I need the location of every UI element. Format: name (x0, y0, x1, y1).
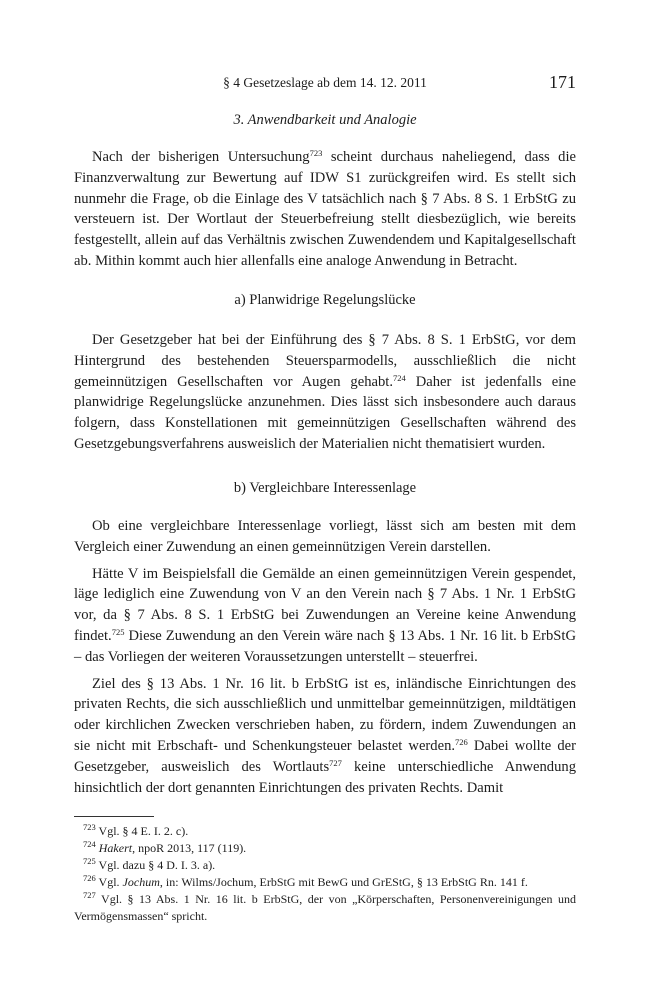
footnote: $^{727}$ Vgl. § 13 Abs. 1 Nr. 16 lit. b ErbStG, der von „Körperschaften, Personenvereinigungen und Vermögensmassen“ spricht. (74, 890, 576, 923)
footnote-ref: 727 (329, 757, 342, 768)
footnote-ref: 724 (393, 372, 406, 383)
footnote: $^{725}$ Vgl. dazu § 4 D. I. 3. a). (83, 856, 216, 872)
footnote-divider (74, 816, 154, 817)
intro-paragraph (74, 147, 576, 272)
subsection-a-paragraph (74, 330, 576, 455)
page-number: 171 (549, 72, 576, 92)
paragraph: Nach der bisherigen Untersuchung$^{723}$ scheint durchaus naheliegend, dass die Finanzverwaltung zur Bewertung auf IDW S1 zurückgreifen wird. Es stellt sich nunmehr die Frage, ob die Einlage des V tatsächlich nach § 7 Abs. 8 S. 1 ErbStG zu versteuern ist. Der Wortlaut der Steuerbefreiung stellt diesbezüglich, wie bereits festgestellt, allein auf das Verhältnis zwischen Zuwendendem und Kapitalgesellschaft ab. Mithin kommt auch hier allenfalls eine analoge Anwendung in Betracht. (74, 148, 577, 269)
paragraph: Der Gesetzgeber hat bei der Einführung des § 7 Abs. 8 S. 1 ErbStG, vor dem Hintergrund des bestehenden Steuersparmodells, ausschließlich die nicht gemeinnützigen Gesellschaften vor Augen gehabt.$^{724}$ Daher ist jedenfalls eine planwidrige Regelungslücke anzunehmen. Dies lässt sich insbesondere auch daraus folgern, dass Konstellationen mit gemeinnützigen Gesellschaften während des Gesetzgebungsverfahrens ausweislich der Materialien nicht thematisiert wurden. (74, 332, 576, 452)
footnote-ref: 726 (455, 736, 468, 747)
section-heading: 3. Anwendbarkeit und Analogie (233, 112, 417, 128)
subsection-b-body (74, 516, 576, 798)
footnote: $^{723}$ Vgl. § 4 E. I. 2. c). (83, 822, 189, 838)
subsection-heading-b: b) Vergleichbare Interessenlage (233, 480, 417, 496)
footnote: $^{724}$ Hakert, npoR 2013, 117 (119). (83, 839, 247, 855)
footnote-ref: 725 (111, 626, 125, 637)
footnote-ref: 723 (309, 148, 323, 158)
running-header (74, 72, 576, 94)
footnotes (74, 823, 576, 925)
paragraph: Hätte V im Beispielsfall die Gemälde an einen gemeinnützigen Verein gespendet, läge lediglich eine Zuwendung von V an den Verein nach § 7 Abs. 1 Nr. 1 ErbStG vor, da § 7 Abs. 8 S. 1 ErbStG bei Zuwendungen an Vereine keine Anwendung findet.$^{725}$ Diese Zuwendung an den Verein wäre nach § 13 Abs. 1 Nr. 16 lit. b ErbStG – das Vorliegen der weiteren Voraussetzungen unterstellt – steuerfrei. (74, 565, 576, 665)
paragraph: Ziel des § 13 Abs. 1 Nr. 16 lit. b ErbStG ist es, inländische Einrichtungen des privaten Rechts, die sich ausschließlich und unmittelbar gemeinnützigen, mildtätigen oder kirchlichen Zwecken verschrieben haben, zu fördern, indem Zuwendungen an sie nicht mit Erbschaft- und Schenkungsteuer belastet werden.$^{726}$ Dabei wollte der Gesetzgeber, ausweislich des Wortlauts$^{727}$ keine unterschiedliche Anwendung hinsichtlich der dort genannten Einrichtungen des privaten Rechts. Damit (74, 675, 576, 796)
footnote: $^{726}$ Vgl. Jochum, in: Wilms/Jochum, ErbStG mit BewG und GrEStG, § 13 ErbStG Rn. 141 f. (83, 873, 528, 889)
paragraph: Ob eine vergleichbare Interessenlage vorliegt, lässt sich am besten mit dem Vergleich einer Zuwendung an einen gemeinnützigen Verein darstellen. (74, 518, 576, 555)
running-title: § 4 Gesetzeslage ab dem 14. 12. 2011 (223, 75, 427, 90)
subsection-heading-a: a) Planwidrige Regelungslücke (234, 292, 416, 308)
